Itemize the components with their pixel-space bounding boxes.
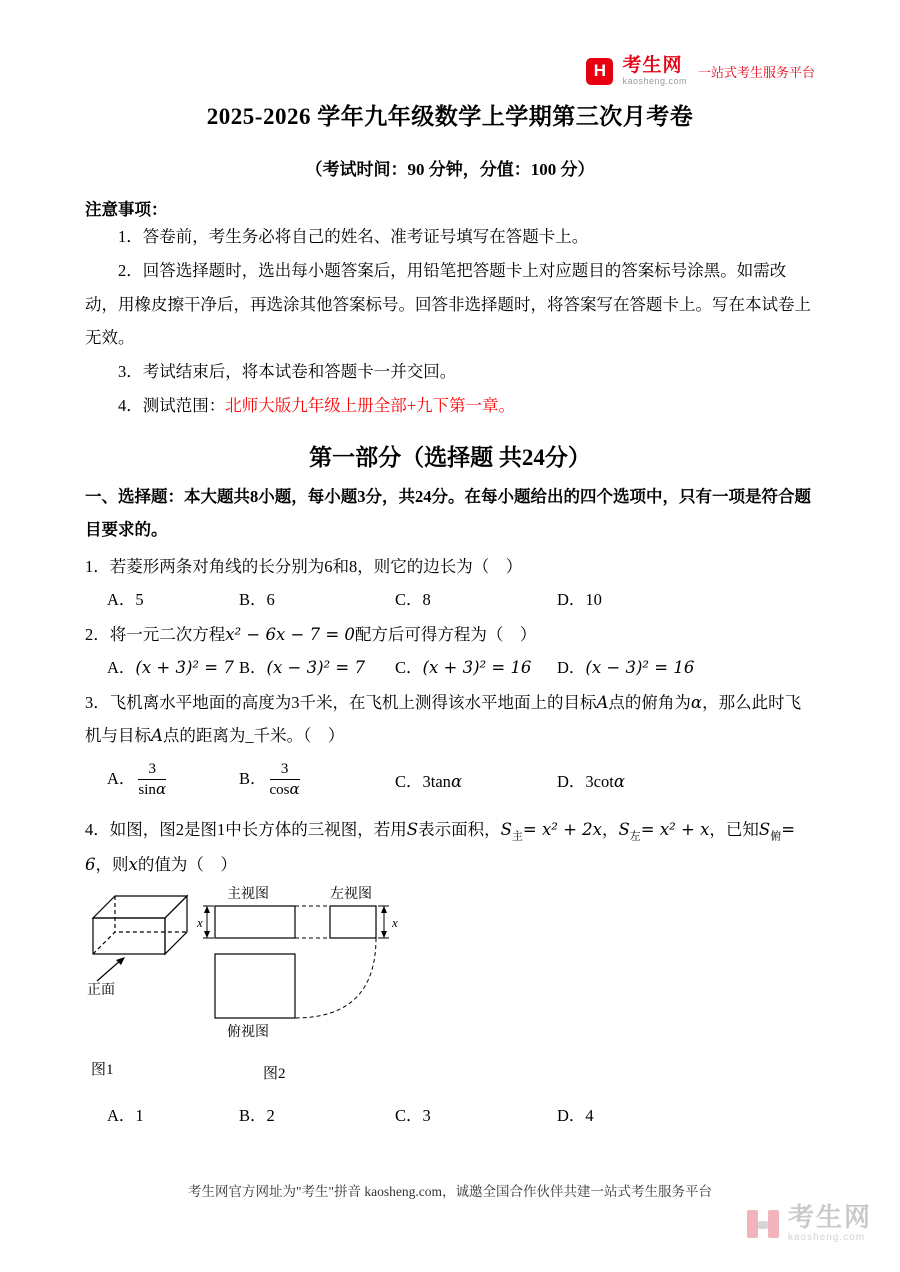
watermark-text-block [788, 1204, 872, 1244]
top-view-rect [215, 954, 295, 1018]
paper-content [0, 98, 900, 1126]
q2-stem-post: 配方后可得方程为（ ） [354, 624, 537, 644]
q3-stem: 3．飞机离水平地面的高度为3千米，在飞机上测得该水平地面上的目标A点的俯角为α，那么此时飞机与目标A点的距离为_千米。（ ） [85, 692, 802, 746]
notice-item-4 [85, 389, 815, 423]
top-view-label: 俯视图 [227, 1024, 269, 1040]
cuboid-front-face [93, 918, 165, 954]
kaosheng-watermark-icon [745, 1206, 781, 1242]
q1-option-d: D．10 [557, 589, 602, 609]
q2-stem [85, 618, 815, 652]
main-view-rect [215, 906, 295, 938]
q1-options [85, 586, 815, 610]
kaosheng-logo-icon: H [586, 58, 613, 85]
front-arrow [97, 960, 121, 981]
watermark-domain: kaosheng.com [787, 1232, 866, 1244]
brand-domain: kaosheng.com [622, 76, 687, 86]
notice-item-1: 1．答卷前，考生务必将自己的姓名、准考证号填写在答题卡上。 [118, 227, 589, 246]
notice-item-2: 2．回答选择题时，选出每小题答案后，用铅笔把答题卡上对应题目的答案标号涂黑。如需改动，用橡皮擦干净后，再选涂其他答案标号。回答非选择题时，将答案写在答题卡上。写在本试卷上无效。 [85, 260, 811, 348]
left-view-label: 左视图 [330, 886, 372, 902]
q1-option-c: C．8 [395, 589, 431, 609]
q3-option-c: C．3tanα [395, 772, 463, 792]
dim-x-right-label: x [392, 914, 398, 930]
watermark-name: 考生网 [787, 1202, 872, 1232]
brand-tagline: 一站式考生服务平台 [697, 64, 815, 80]
q4-option-d: D．4 [557, 1105, 594, 1125]
q2-option-b: B．(x − 3)² = 7 [239, 657, 365, 677]
paper-title: 2025-2026 学年九年级数学上学期第三次月考卷 [206, 104, 694, 129]
q1-option-b: B．6 [239, 589, 275, 609]
q2-stem-pre: 2．将一元二次方程 [85, 624, 226, 644]
notice-heading: 注意事项： [85, 200, 168, 219]
three-view-figure [197, 886, 412, 1051]
q2-option-a: A．(x + 3)² = 7 [107, 657, 234, 677]
q4-option-c: C．3 [395, 1105, 431, 1125]
front-face-label: 正面 [87, 982, 115, 998]
notice-item-4-label: 4．测试范围： [118, 396, 226, 416]
left-view-rect [330, 906, 376, 938]
q3-option-b: B． $\frac{3}{\cos\alpha}$ [239, 760, 300, 799]
figure-1-caption: 图1 [91, 1061, 114, 1078]
q3-option-a: A． $\frac{3}{\sin\alpha}$ [107, 760, 167, 799]
figure-2-caption: 图2 [263, 1065, 286, 1082]
q2-options [85, 654, 815, 678]
fraction: $\frac{3}{\cos\alpha}$ [269, 760, 300, 799]
q2-option-d: D．(x − 3)² = 16 [557, 657, 695, 677]
q2-option-c: C．(x + 3)² = 16 [395, 657, 532, 677]
brand-text-block [622, 56, 687, 86]
page-footer: 考生网官方网址为"考生"拼音 kaosheng.com，诚邀全国合作伙伴共建一站式考生服务平台 [187, 1184, 712, 1199]
q2-formula: x² − 6x − 7 = 0 [225, 624, 355, 644]
section-1-instructions: 一、选择题：本大题共8小题，每小题3分，共24分。在每小题给出的四个选项中，只有一项是符合题目要求的。 [85, 486, 811, 539]
cuboid-top-face [93, 896, 187, 918]
q4-stem: 4．如图，图2是图1中长方体的三视图，若用S表示面积，$S_主= x^2 + 2x$，$S_左= x^2 + x$，已知$S_俯= 6$，则x的值为（ ） [85, 820, 796, 874]
q4-figure [85, 886, 815, 1100]
dim-x-left-label: x [197, 914, 203, 930]
site-header [0, 0, 900, 86]
notice-item-4-scope: 北师大版九年级上册全部+九下第一章。 [225, 396, 516, 416]
q3-options [85, 755, 815, 805]
q4-option-b: B．2 [239, 1105, 275, 1125]
brand-name: 考生网 [622, 55, 683, 76]
paper-subtitle: （考试时间：90 分钟，分值：100 分） [305, 160, 595, 179]
cuboid-figure [85, 886, 197, 998]
q3-option-d: D．3cotα [557, 772, 625, 792]
notice-item-3: 3．考试结束后，将本试卷和答题卡一并交回。 [118, 362, 457, 382]
q1-stem: 1．若菱形两条对角线的长分别为6和8，则它的边长为（ ） [85, 556, 523, 576]
main-view-label: 主视图 [227, 886, 269, 902]
q4-option-a: A．1 [107, 1105, 144, 1125]
projection-lines [295, 906, 376, 1018]
q4-options [85, 1102, 815, 1126]
kaosheng-watermark [745, 1204, 872, 1244]
q1-option-a: A．5 [107, 589, 144, 609]
section-1-heading: 第一部分（选择题 共24分） [309, 444, 591, 470]
fraction: $\frac{3}{\sin\alpha}$ [138, 760, 167, 799]
cuboid-right-face [165, 896, 187, 954]
